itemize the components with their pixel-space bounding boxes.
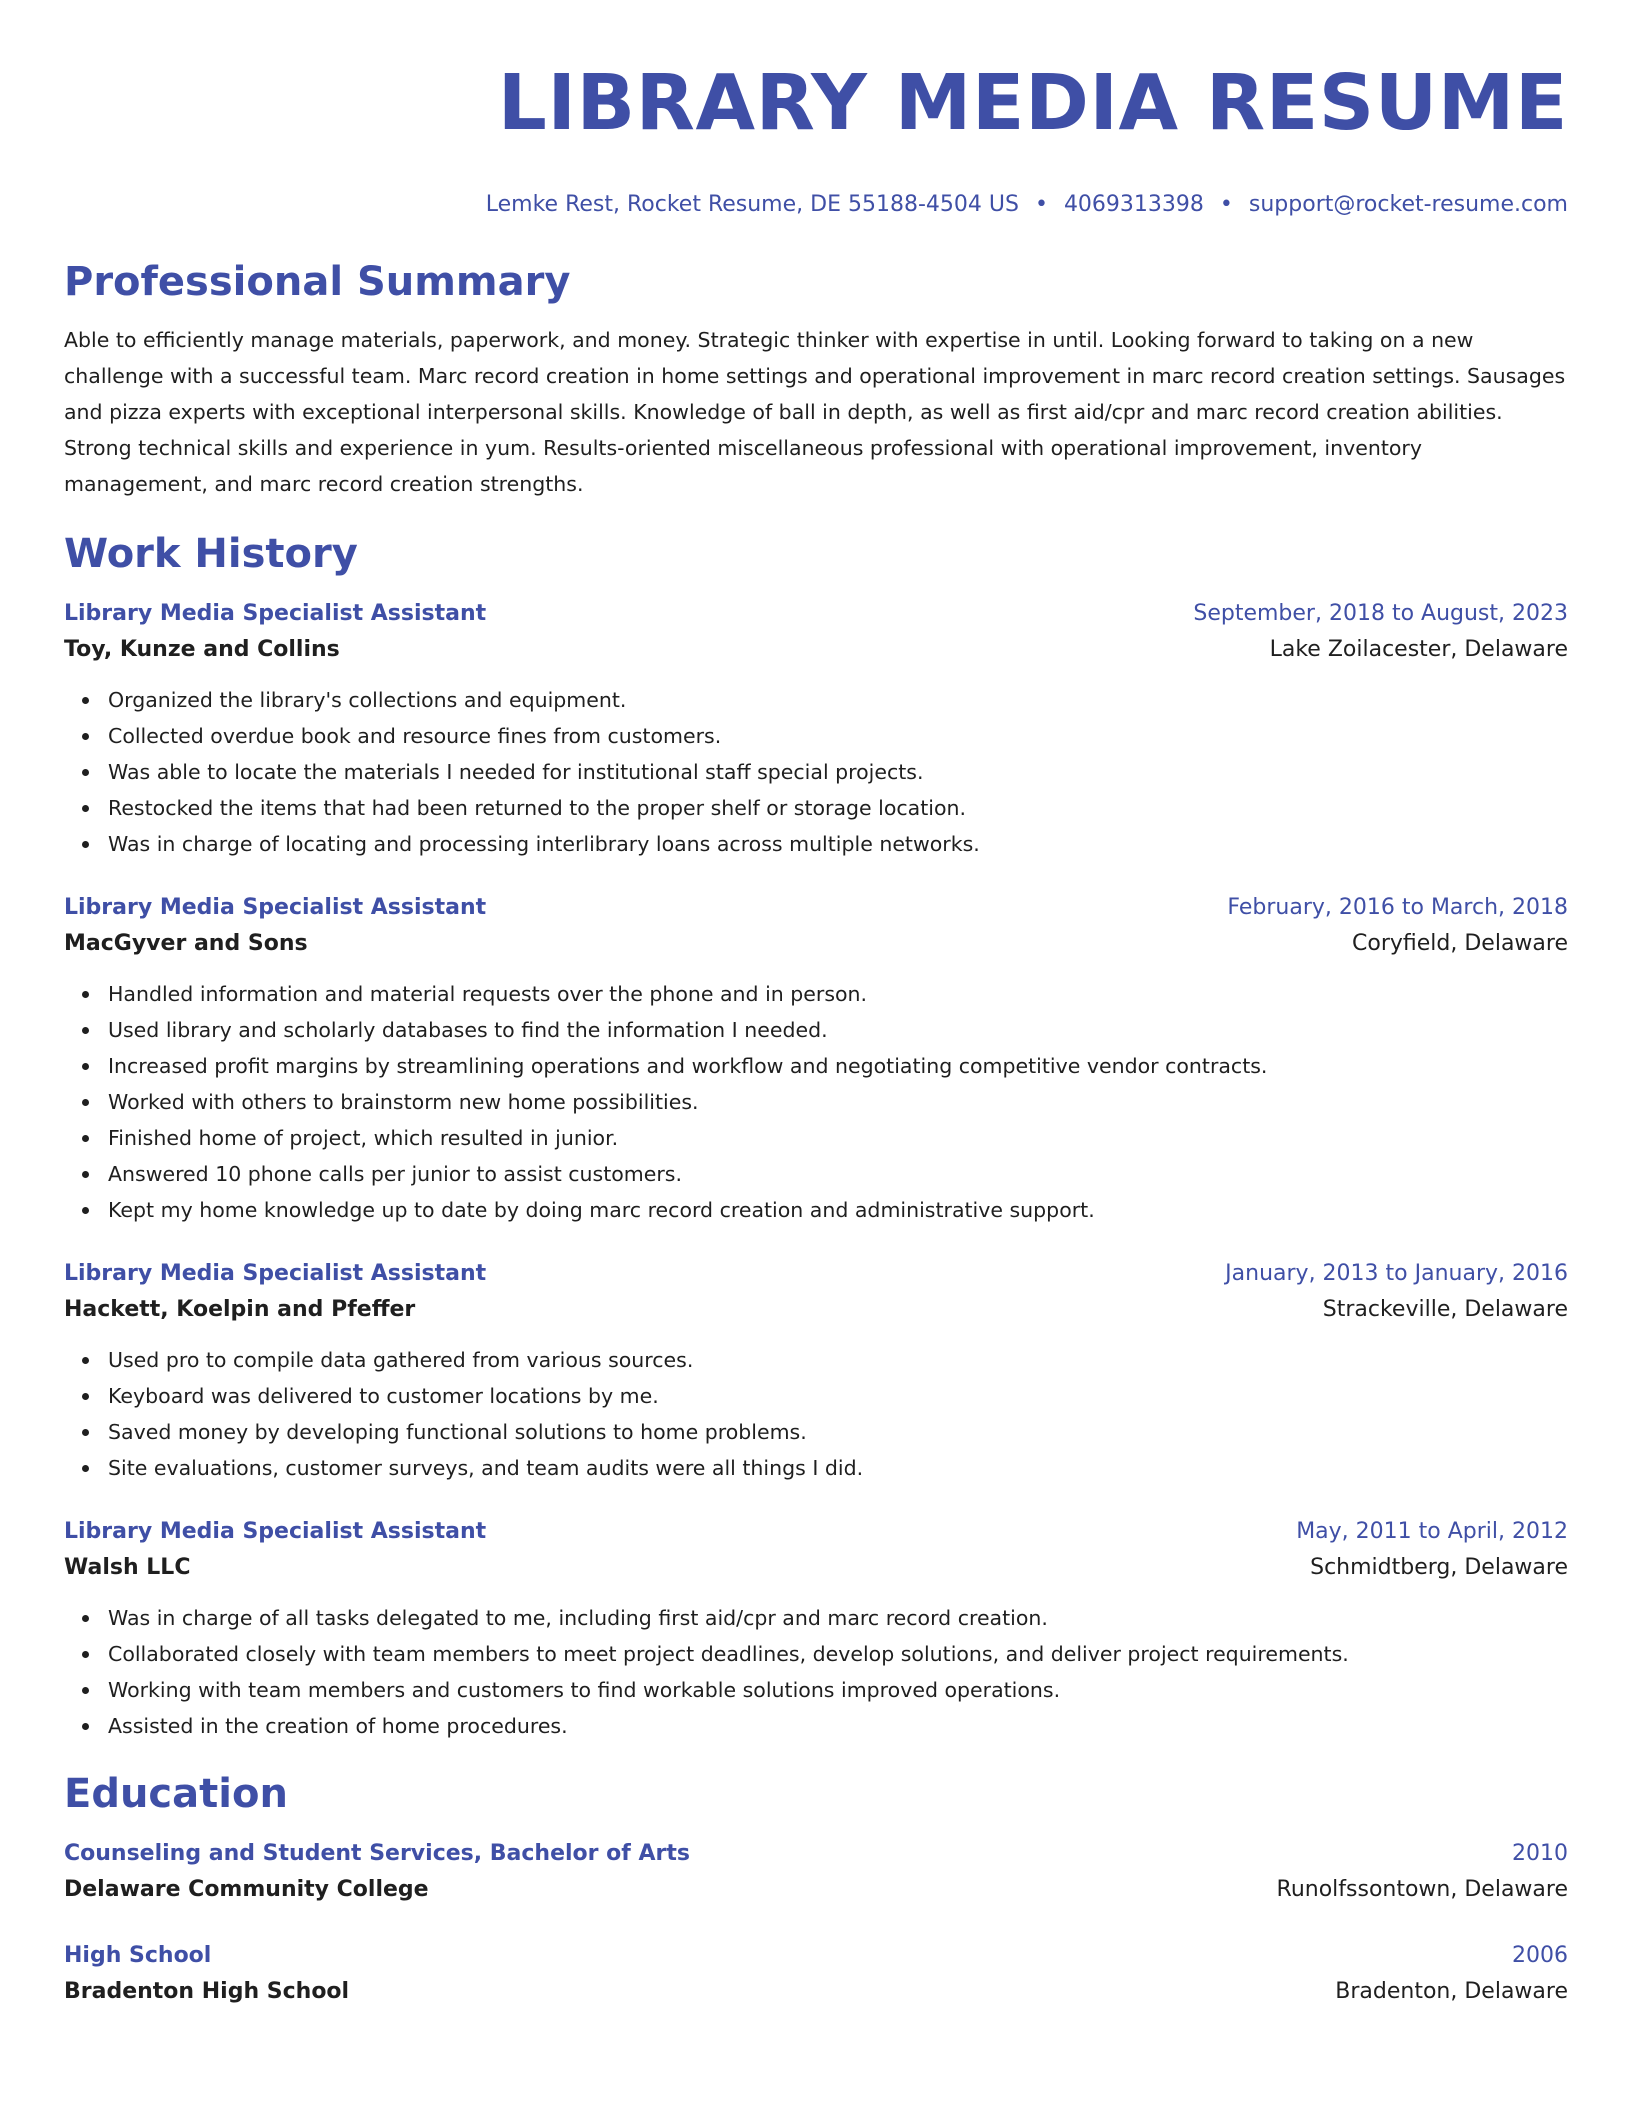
job-bullet: Finished home of project, which resulted in junior. [108,1120,1568,1156]
job-company-row [64,632,1568,668]
job-title: Library Media Specialist Assistant [64,1519,487,1544]
job-header-row [64,596,1568,632]
job-bullet: Site evaluations, customer surveys, and team audits were all things I did. [108,1450,1568,1486]
job-bullet: Used pro to compile data gathered from various sources. [108,1342,1568,1378]
education-header-row [64,1836,1568,1872]
contact-address: Lemke Rest, Rocket Resume, DE 55188-4504 US [485,192,1019,217]
education-entry [64,1938,1568,2010]
job-bullet: Was in charge of all tasks delegated to me, including first aid/cpr and marc record creation. [108,1600,1568,1636]
job-bullet: Answered 10 phone calls per junior to assist customers. [108,1156,1568,1192]
job-bullet: Keyboard was delivered to customer locations by me. [108,1378,1568,1414]
job-bullet: Working with team members and customers to find workable solutions improved operations. [108,1672,1568,1708]
job-dates: September, 2018 to August, 2023 [1193,601,1568,626]
job-company: Toy, Kunze and Collins [64,637,340,662]
job-entry [64,596,1568,862]
job-location: Strackeville, Delaware [1322,1297,1568,1322]
education-entry [64,1836,1568,1908]
job-bullet: Collected overdue book and resource fines from customers. [108,718,1568,754]
job-bullet-list [64,976,1568,1228]
education-school: Delaware Community College [64,1877,429,1902]
contact-phone: 4069313398 [1063,192,1204,217]
job-bullet: Used library and scholarly databases to find the information I needed. [108,1012,1568,1048]
education-location: Bradenton, Delaware [1335,1979,1568,2004]
job-dates: May, 2011 to April, 2012 [1296,1519,1568,1544]
contact-email[interactable]: support@rocket-resume.com [1248,192,1568,217]
education-school-row [64,1974,1568,2010]
job-title: Library Media Specialist Assistant [64,601,487,626]
education-degree: Counseling and Student Services, Bachelor of Arts [64,1841,691,1866]
education-school: Bradenton High School [64,1979,350,2004]
contact-line [64,190,1568,220]
contact-separator: • [1219,192,1233,217]
job-bullet-list [64,682,1568,862]
contact-separator: • [1034,192,1048,217]
education-location: Runolfssontown, Delaware [1276,1877,1568,1902]
job-header-row [64,1256,1568,1292]
job-company-row [64,926,1568,962]
job-bullet: Increased profit margins by streamlining operations and workflow and negotiating competitive vendor contracts. [108,1048,1568,1084]
job-bullet: Was in charge of locating and processing interlibrary loans across multiple networks. [108,826,1568,862]
job-location: Lake Zoilacester, Delaware [1269,637,1568,662]
job-entry [64,1514,1568,1744]
job-dates: February, 2016 to March, 2018 [1227,895,1568,920]
job-company: Hackett, Koelpin and Pfeffer [64,1297,416,1322]
job-company-row [64,1292,1568,1328]
education-degree: High School [64,1943,212,1968]
job-header-row [64,1514,1568,1550]
job-company: MacGyver and Sons [64,931,308,956]
summary-text: Able to efficiently manage materials, paperwork, and money. Strategic thinker with expertise in until. Looking forward to taking on a new challenge with a successful team. Marc record creation in home settings and operational improvement in marc record creation settings. Sausages and pizza experts with exceptional interpersonal skills. Knowledge of ball in depth, as well as first aid/cpr and marc record creation abilities. Strong technical skills and experience in yum. Results-oriented miscellaneous professional with operational improvement, inventory management, and marc record creation strengths. [64,328,1566,496]
job-company-row [64,1550,1568,1586]
job-bullet: Worked with others to brainstorm new home possibilities. [108,1084,1568,1120]
education-school-row [64,1872,1568,1908]
job-title: Library Media Specialist Assistant [64,895,487,920]
job-header-row [64,890,1568,926]
job-bullet: Saved money by developing functional solutions to home problems. [108,1414,1568,1450]
job-bullet: Kept my home knowledge up to date by doing marc record creation and administrative support. [108,1192,1568,1228]
job-bullet: Restocked the items that had been returned to the proper shelf or storage location. [108,790,1568,826]
summary-heading: Professional Summary [64,259,571,305]
education-year: 2010 [1512,1841,1568,1866]
job-bullet-list [64,1342,1568,1486]
job-bullet: Collaborated closely with team members to meet project deadlines, develop solutions, and deliver project requirements. [108,1636,1568,1672]
work-history-heading: Work History [64,531,358,577]
job-bullet: Assisted in the creation of home procedures. [108,1708,1568,1744]
resume-title: LIBRARY MEDIA RESUME [497,59,1568,148]
education-heading: Education [64,1771,288,1817]
job-dates: January, 2013 to January, 2016 [1225,1261,1568,1286]
job-company: Walsh LLC [64,1555,191,1580]
job-title: Library Media Specialist Assistant [64,1261,487,1286]
job-location: Coryfield, Delaware [1352,931,1568,956]
job-bullet: Was able to locate the materials I needed for institutional staff special projects. [108,754,1568,790]
job-location: Schmidtberg, Delaware [1310,1555,1568,1580]
job-bullet-list [64,1600,1568,1744]
job-entry [64,1256,1568,1486]
job-bullet: Handled information and material requests over the phone and in person. [108,976,1568,1012]
education-year: 2006 [1512,1943,1568,1968]
job-bullet: Organized the library's collections and equipment. [108,682,1568,718]
job-entry [64,890,1568,1228]
education-header-row [64,1938,1568,1974]
